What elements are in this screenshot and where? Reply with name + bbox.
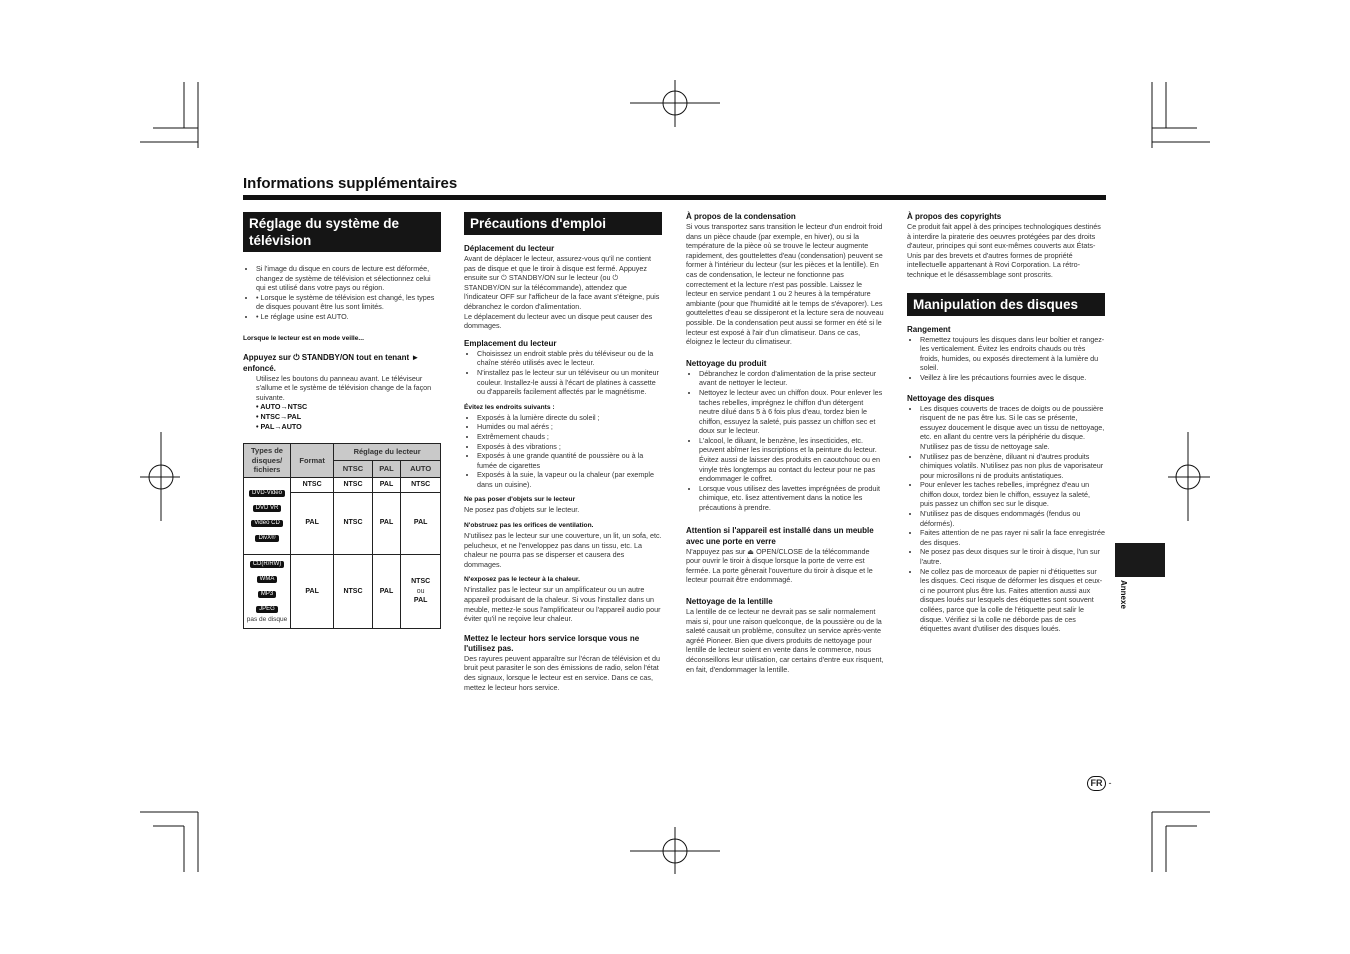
paragraph: Des rayures peuvent apparaître sur l'écran de télévision et du bruit peut parasiter le son des émissions de radio, selon l'état des signaux, lorsque le lecteur est en service. Dans ce cas, mettez le lecteur hors service. xyxy=(464,653,660,692)
list-item: • Faites attention de ne pas rayer ni salir la face enregistrée des disques. xyxy=(920,528,1105,547)
list-item: • Pour enlever les taches rebelles, imprégnez d'eau un chiffon doux, tordez bien le chiffon, essuyez la saleté, puis passez un chiffon sec sur le disque. xyxy=(920,480,1105,509)
list-item: • Exposés à la suie, la vapeur ou la chaleur (par exemple dans un cuisine). xyxy=(477,470,662,489)
title-rule xyxy=(243,195,1106,200)
subheading: Nettoyage des disques xyxy=(907,393,995,403)
list-item: • Ne collez pas de morceaux de papier ni d'étiquettes sur les disques. Ceci risque de déformer les disques et ceux-ci ne pourront plus être lus. Faites attention aussi aux disques loués sur lesquels des étiquettes sont souvent collées, parce que la colle de l'étiquette peut salir le disque. Vérifiez si la colle ne déborde pas de ces étiquettes avant d'utiliser des disques loués. xyxy=(920,567,1105,634)
table-cell xyxy=(401,554,441,629)
table-cell: PAL xyxy=(291,554,334,629)
subheading: Ne pas poser d'objets sur le lecteur xyxy=(464,496,576,504)
subheading: Emplacement du lecteur xyxy=(464,338,557,348)
bullet-list xyxy=(686,369,884,513)
page-number: - xyxy=(1108,778,1112,788)
cycle-3: • PAL→AUTO xyxy=(256,421,302,431)
cycle-2: • NTSC→PAL xyxy=(256,411,302,421)
standby-step: Appuyez sur ⏻ STANDBY/ON tout en tenant ► enfoncé. xyxy=(243,352,420,373)
list-item: • Exposés à la lumière directe du soleil ; xyxy=(477,413,662,423)
table-cell: PAL xyxy=(372,492,401,554)
column-tv-system xyxy=(243,212,441,629)
table-cell: PAL xyxy=(372,554,401,629)
auto-pal: PAL xyxy=(413,597,428,605)
table-header: Réglage du lecteur xyxy=(334,444,441,461)
list-item: • Exposés à des vibrations ; xyxy=(477,442,662,452)
list-item: • Lorsque vous utilisez des lavettes imprégnées de produit chimique, etc. lisez attentivement dans la notice les précautions à prendre. xyxy=(699,484,884,513)
list-item: • Exposés à une grande quantité de poussière ou à la fumée de cigarettes xyxy=(477,451,662,470)
section-heading-tv-system: Réglage du système de télévision xyxy=(243,212,441,252)
column-maintenance xyxy=(686,212,884,674)
list-item: • Extrêmement chauds ; xyxy=(477,432,662,442)
list-item: • • Le réglage usine est AUTO. xyxy=(256,312,441,322)
table-row xyxy=(244,477,441,492)
list-item: • • Lorsque le système de télévision est changé, les types de disques pouvant être lus sont limités. xyxy=(256,293,441,312)
section-heading-precautions: Précautions d'emploi xyxy=(464,212,662,235)
bullet-list xyxy=(907,335,1105,383)
subheading: Déplacement du lecteur xyxy=(464,244,555,253)
list-item: • Les disques couverts de traces de doigts ou de poussière risquent de ne pas être lus. Si le cas se présente, essuyez doucement le disque avec un tissu de nettoyage, etc. en allant du centre vers la périphérie du disque. N'utilisez pas de tissu de nettoyage sale. xyxy=(920,404,1105,452)
table-cell: NTSC xyxy=(334,477,372,492)
standby-desc: Utilisez les boutons du panneau avant. Le téléviseur s'allume et le système de télévision change de la façon suivante. xyxy=(256,373,432,402)
paragraph: Ne posez pas d'objets sur le lecteur. xyxy=(464,505,580,515)
side-tab-label: Annexe xyxy=(1119,580,1128,609)
subheading: Rangement xyxy=(907,324,951,334)
video-cd-logo: Video CD xyxy=(251,520,283,527)
list-item: • N'utilisez pas de disques endommagés (fendus ou déformés). xyxy=(920,509,1105,528)
list-item: • N'installez pas le lecteur sur un téléviseur ou un moniteur couleur. Installez-le aussi à l'écart de platines à cassette ou d'appareils facilement affectés par le magnétisme. xyxy=(477,368,662,397)
table-header: Types de disques/ fichiers xyxy=(244,444,291,478)
mp3-logo: MP3 xyxy=(258,591,276,598)
dvd-video-logo: DVD-Video xyxy=(249,490,285,497)
paragraph: Avant de déplacer le lecteur, assurez-vous qu'il ne contient pas de disque et que le tiroir à disque est fermé. Appuyez ensuite sur ⏻ STANDBY/ON sur le lecteur (ou ⏻ STANDBY/ON sur la télécommande), attendez que l'indicateur OFF sur l'afficheur de la face avant s'éteigne, puis débranchez le cordon d'alimentation. xyxy=(464,254,660,311)
table-cell: PAL xyxy=(291,492,334,554)
language-badge: FR xyxy=(1087,776,1106,791)
subheading: Nettoyage du produit xyxy=(686,358,767,368)
subheading: N'obstruez pas les orifices de ventilation. xyxy=(464,522,594,530)
list-item: • Nettoyez le lecteur avec un chiffon doux. Pour enlever les taches rebelles, imprégnez le chiffon d'un détergent neutre dilué dans 5 à 6 fois plus d'eau, tordez bien le chiffon, essuyez la saleté, puis passez un chiffon sec et doux sur le lecteur. xyxy=(699,388,884,436)
column-discs xyxy=(907,212,1105,634)
table-row xyxy=(244,554,441,629)
table-header: PAL xyxy=(372,461,401,478)
column-precautions xyxy=(464,212,662,692)
list-item: • Choisissez un endroit stable près du téléviseur ou de la chaîne stéréo utilisés avec le lecteur. xyxy=(477,349,662,368)
subheading: Mettez le lecteur hors service lorsque vous ne l'utilisez pas. xyxy=(464,633,640,653)
list-item: • Remettez toujours les disques dans leur boîtier et rangez-les verticalement. Évitez les endroits chauds ou très froids, humides, ou exposés directement à la lumière du soleil. xyxy=(920,335,1105,373)
wma-logo: WMA xyxy=(257,576,278,583)
standby-title: Lorsque le lecteur est en mode veille... xyxy=(243,334,364,342)
subheading: À propos des copyrights xyxy=(907,212,1002,221)
list-item: • Ne posez pas deux disques sur le tiroir à disque, l'un sur l'autre. xyxy=(920,547,1105,566)
bullet-list xyxy=(907,404,1105,634)
table-cell: PAL xyxy=(372,477,401,492)
paragraph: Ce produit fait appel à des principes technologiques destinés à interdire la piraterie des oeuvres protégées par des droits d'auteur, principes qui sont eux-mêmes couverts aux États-Unis par des brevets et d'autres formes de propriété intellectuelle appartenant à Rovi Corporation. La rétro-technique et le désassemblage sont proscrits. xyxy=(907,222,1101,279)
paragraph: N'installez pas le lecteur sur un amplificateur ou un autre appareil produisant de la chaleur. Si vous l'installez dans un meuble, mettez-le sous l'amplificateur ou l'appareil audio pour éviter qu'il ne reçoive leur chaleur. xyxy=(464,585,661,624)
table-header: AUTO xyxy=(401,461,441,478)
auto-or: ou xyxy=(416,587,425,595)
bullet-list xyxy=(464,349,662,397)
list-item: • N'utilisez pas de benzène, diluant ni d'autres produits chimiques volatils. N'utilisez pas non plus de vaporisateur pour microsillons ni de produits antistatiques. xyxy=(920,452,1105,481)
no-disc-note: pas de disque xyxy=(246,615,288,623)
table-cell: NTSC xyxy=(334,554,372,629)
subheading: Évitez les endroits suivants : xyxy=(464,403,555,411)
jpeg-logo: JPEG xyxy=(256,606,278,613)
divx-logo: DivX® xyxy=(255,535,278,542)
list-item: • Si l'image du disque en cours de lecture est déformée, changez de système de télévision et sélectionnez celui qui est utilisé dans votre pays ou région. xyxy=(256,264,441,293)
side-tab-block xyxy=(1115,543,1165,577)
table-header: NTSC xyxy=(334,461,372,478)
dvd-vr-logo: DVD VR xyxy=(253,505,282,512)
list-item: • L'alcool, le diluant, le benzène, les insecticides, etc. peuvent abîmer les inscriptions et la peinture du lecteur. Évitez aussi de laisser des produits en caoutchouc ou en vinyle très longtemps au contact du lecteur pour ne pas endommager le coffret. xyxy=(699,436,884,484)
disc-logos-video xyxy=(244,477,291,554)
subheading: Nettoyage de la lentille xyxy=(686,597,773,606)
list-item: • Débranchez le cordon d'alimentation de la prise secteur avant de nettoyer le lecteur. xyxy=(699,369,884,388)
paragraph: La lentille de ce lecteur ne devrait pas se salir normalement mais si, pour une raison quelconque, de la poussière ou de la saleté causait un problème, consultez un service après-vente agréé Pioneer. Bien que divers produits de nettoyage pour lentille de lecteur soient en vente dans le commerce, nous déconseillons leur utilisation, car certains d'entre eux risquent, en fait, d'endommager la lentille. xyxy=(686,607,884,674)
table-cell: PAL xyxy=(401,492,441,554)
tv-system-bullets xyxy=(243,264,441,322)
subheading: Attention si l'appareil est installé dans un meuble avec une porte en verre xyxy=(686,525,874,546)
auto-ntsc: NTSC xyxy=(411,577,431,585)
subheading: N'exposez pas le lecteur à la chaleur. xyxy=(464,576,580,584)
table-cell: NTSC xyxy=(291,477,334,492)
tv-system-table xyxy=(243,443,441,629)
table-cell: NTSC xyxy=(401,477,441,492)
cd-rw-logo: CD(R/RW) xyxy=(250,561,285,568)
page-title: Informations supplémentaires xyxy=(243,175,458,192)
page-footer xyxy=(1087,776,1112,791)
paragraph: Le déplacement du lecteur avec un disque peut causer des dommages. xyxy=(464,311,653,331)
list-item: • Veillez à lire les précautions fournies avec le disque. xyxy=(920,373,1105,383)
table-cell: NTSC xyxy=(334,492,372,554)
paragraph: N'appuyez pas sur ⏏ OPEN/CLOSE de la télécommande pour ouvrir le tiroir à disque lorsque la porte de verre est fermée. La porte gênerait l'ouverture du tiroir à disque et le lecteur pourrait être endommagé. xyxy=(686,546,873,585)
subheading: À propos de la condensation xyxy=(686,212,796,221)
bullet-list xyxy=(464,413,662,490)
section-heading-discs: Manipulation des disques xyxy=(907,293,1105,316)
paragraph: Si vous transportez sans transition le lecteur d'un endroit froid dans un pièce chaude (par exemple, en hiver), ou si la température de la pièce où se trouve le lecteur augmente rapidement, des gouttelettes d'eau (condensation) peuvent se former à l'intérieur du lecteur (sur les pièces et la lentille). En cas de condensation, le lecteur ne fonctionne pas correctement et la lecture n'est pas possible. Laissez le lecteur en service pendant 1 ou 2 heures à la température ambiante (pour que l'humidité ait le temps de s'évaporer). Les gouttelettes d'eau se dissiperont et la lecture sera de nouveau possible. De la condensation peut aussi se former en été si le lecteur est exposé à l'air d'un climatiseur. Dans ce cas, éloignez le lecteur du climatiseur. xyxy=(686,222,884,347)
disc-logos-audio xyxy=(244,554,291,629)
list-item: • Humides ou mal aérés ; xyxy=(477,422,662,432)
table-header: Format xyxy=(291,444,334,478)
paragraph: N'utilisez pas le lecteur sur une couverture, un lit, un sofa, etc. pelucheux, et ne l'enveloppez pas dans un tissu, etc. La chaleur ne pourra pas se disperser et causera des dommages. xyxy=(464,531,662,569)
cycle-1: • AUTO→NTSC xyxy=(256,402,308,412)
